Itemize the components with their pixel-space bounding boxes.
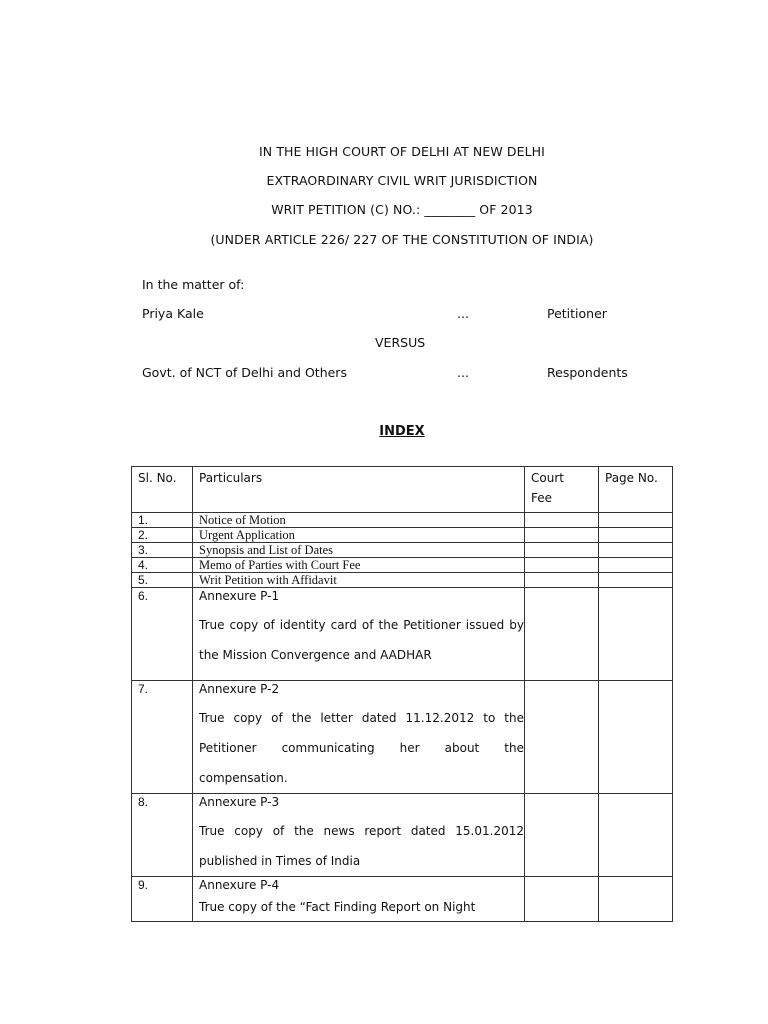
row-page-no bbox=[599, 877, 673, 922]
row-page-no bbox=[599, 794, 673, 877]
petitioner-name: Priya Kale bbox=[142, 306, 204, 321]
petitioner-dots: ... bbox=[457, 306, 469, 321]
annexure-label: Annexure P-4 bbox=[199, 878, 280, 892]
row-particulars bbox=[193, 794, 525, 877]
row-page-no bbox=[599, 543, 673, 558]
row-court-fee bbox=[525, 681, 599, 794]
row-page-no bbox=[599, 528, 673, 543]
row-page-no bbox=[599, 573, 673, 588]
col-court-fee-header: Court Fee bbox=[525, 467, 599, 513]
row-particulars bbox=[193, 681, 525, 794]
row-sl: 6. bbox=[132, 588, 193, 681]
row-court-fee bbox=[525, 528, 599, 543]
court-heading: IN THE HIGH COURT OF DELHI AT NEW DELHI bbox=[259, 144, 545, 159]
table-row bbox=[132, 588, 673, 681]
index-title: INDEX bbox=[379, 424, 425, 439]
article-heading: (UNDER ARTICLE 226/ 227 OF THE CONSTITUTION OF INDIA) bbox=[210, 232, 594, 247]
petitioner-role: Petitioner bbox=[547, 306, 607, 321]
table-row bbox=[132, 558, 673, 573]
row-particulars: Urgent Application bbox=[193, 528, 525, 543]
row-sl: 7. bbox=[132, 681, 193, 794]
row-sl: 3. bbox=[132, 543, 193, 558]
col-sl-header: Sl. No. bbox=[132, 467, 193, 513]
table-row bbox=[132, 543, 673, 558]
annexure-description: True copy of the “Fact Finding Report on Night bbox=[199, 900, 476, 914]
row-particulars bbox=[193, 588, 525, 681]
row-court-fee bbox=[525, 588, 599, 681]
row-particulars: Notice of Motion bbox=[193, 513, 525, 528]
table-row bbox=[132, 573, 673, 588]
annexure-description: True copy of the news report dated 15.01.2012 published in Times of India bbox=[199, 824, 524, 868]
col-page-no-header: Page No. bbox=[599, 467, 673, 513]
row-court-fee bbox=[525, 513, 599, 528]
row-particulars bbox=[193, 877, 525, 922]
respondent-role: Respondents bbox=[547, 365, 628, 380]
table-row bbox=[132, 877, 673, 922]
row-court-fee bbox=[525, 543, 599, 558]
row-sl: 1. bbox=[132, 513, 193, 528]
annexure-label: Annexure P-2 bbox=[199, 682, 280, 696]
row-page-no bbox=[599, 681, 673, 794]
row-sl: 2. bbox=[132, 528, 193, 543]
row-court-fee bbox=[525, 794, 599, 877]
table-row bbox=[132, 528, 673, 543]
row-particulars: Synopsis and List of Dates bbox=[193, 543, 525, 558]
row-sl: 8. bbox=[132, 794, 193, 877]
row-sl: 9. bbox=[132, 877, 193, 922]
in-matter-of: In the matter of: bbox=[142, 277, 245, 292]
petition-number: WRIT PETITION (C) NO.: ________ OF 2013 bbox=[271, 202, 533, 217]
row-court-fee bbox=[525, 573, 599, 588]
annexure-label: Annexure P-1 bbox=[199, 589, 280, 603]
versus-label: VERSUS bbox=[375, 335, 426, 350]
row-court-fee bbox=[525, 877, 599, 922]
table-row bbox=[132, 513, 673, 528]
row-court-fee bbox=[525, 558, 599, 573]
row-page-no bbox=[599, 588, 673, 681]
respondent-dots: ... bbox=[457, 365, 469, 380]
annexure-description: True copy of identity card of the Petitioner issued by the Mission Convergence and AADHAR bbox=[199, 618, 524, 662]
table-row bbox=[132, 794, 673, 877]
row-particulars: Memo of Parties with Court Fee bbox=[193, 558, 525, 573]
jurisdiction-heading: EXTRAORDINARY CIVIL WRIT JURISDICTION bbox=[266, 173, 538, 188]
row-sl: 5. bbox=[132, 573, 193, 588]
annexure-label: Annexure P-3 bbox=[199, 795, 280, 809]
row-page-no bbox=[599, 513, 673, 528]
row-page-no bbox=[599, 558, 673, 573]
col-particulars-header: Particulars bbox=[193, 467, 525, 513]
index-header-row bbox=[132, 467, 673, 513]
annexure-description: True copy of the letter dated 11.12.2012 to the Petitioner communicating her about the compensation. bbox=[199, 711, 524, 785]
respondent-name: Govt. of NCT of Delhi and Others bbox=[142, 365, 347, 380]
table-row bbox=[132, 681, 673, 794]
row-sl: 4. bbox=[132, 558, 193, 573]
index-table bbox=[131, 466, 673, 922]
row-particulars: Writ Petition with Affidavit bbox=[193, 573, 525, 588]
